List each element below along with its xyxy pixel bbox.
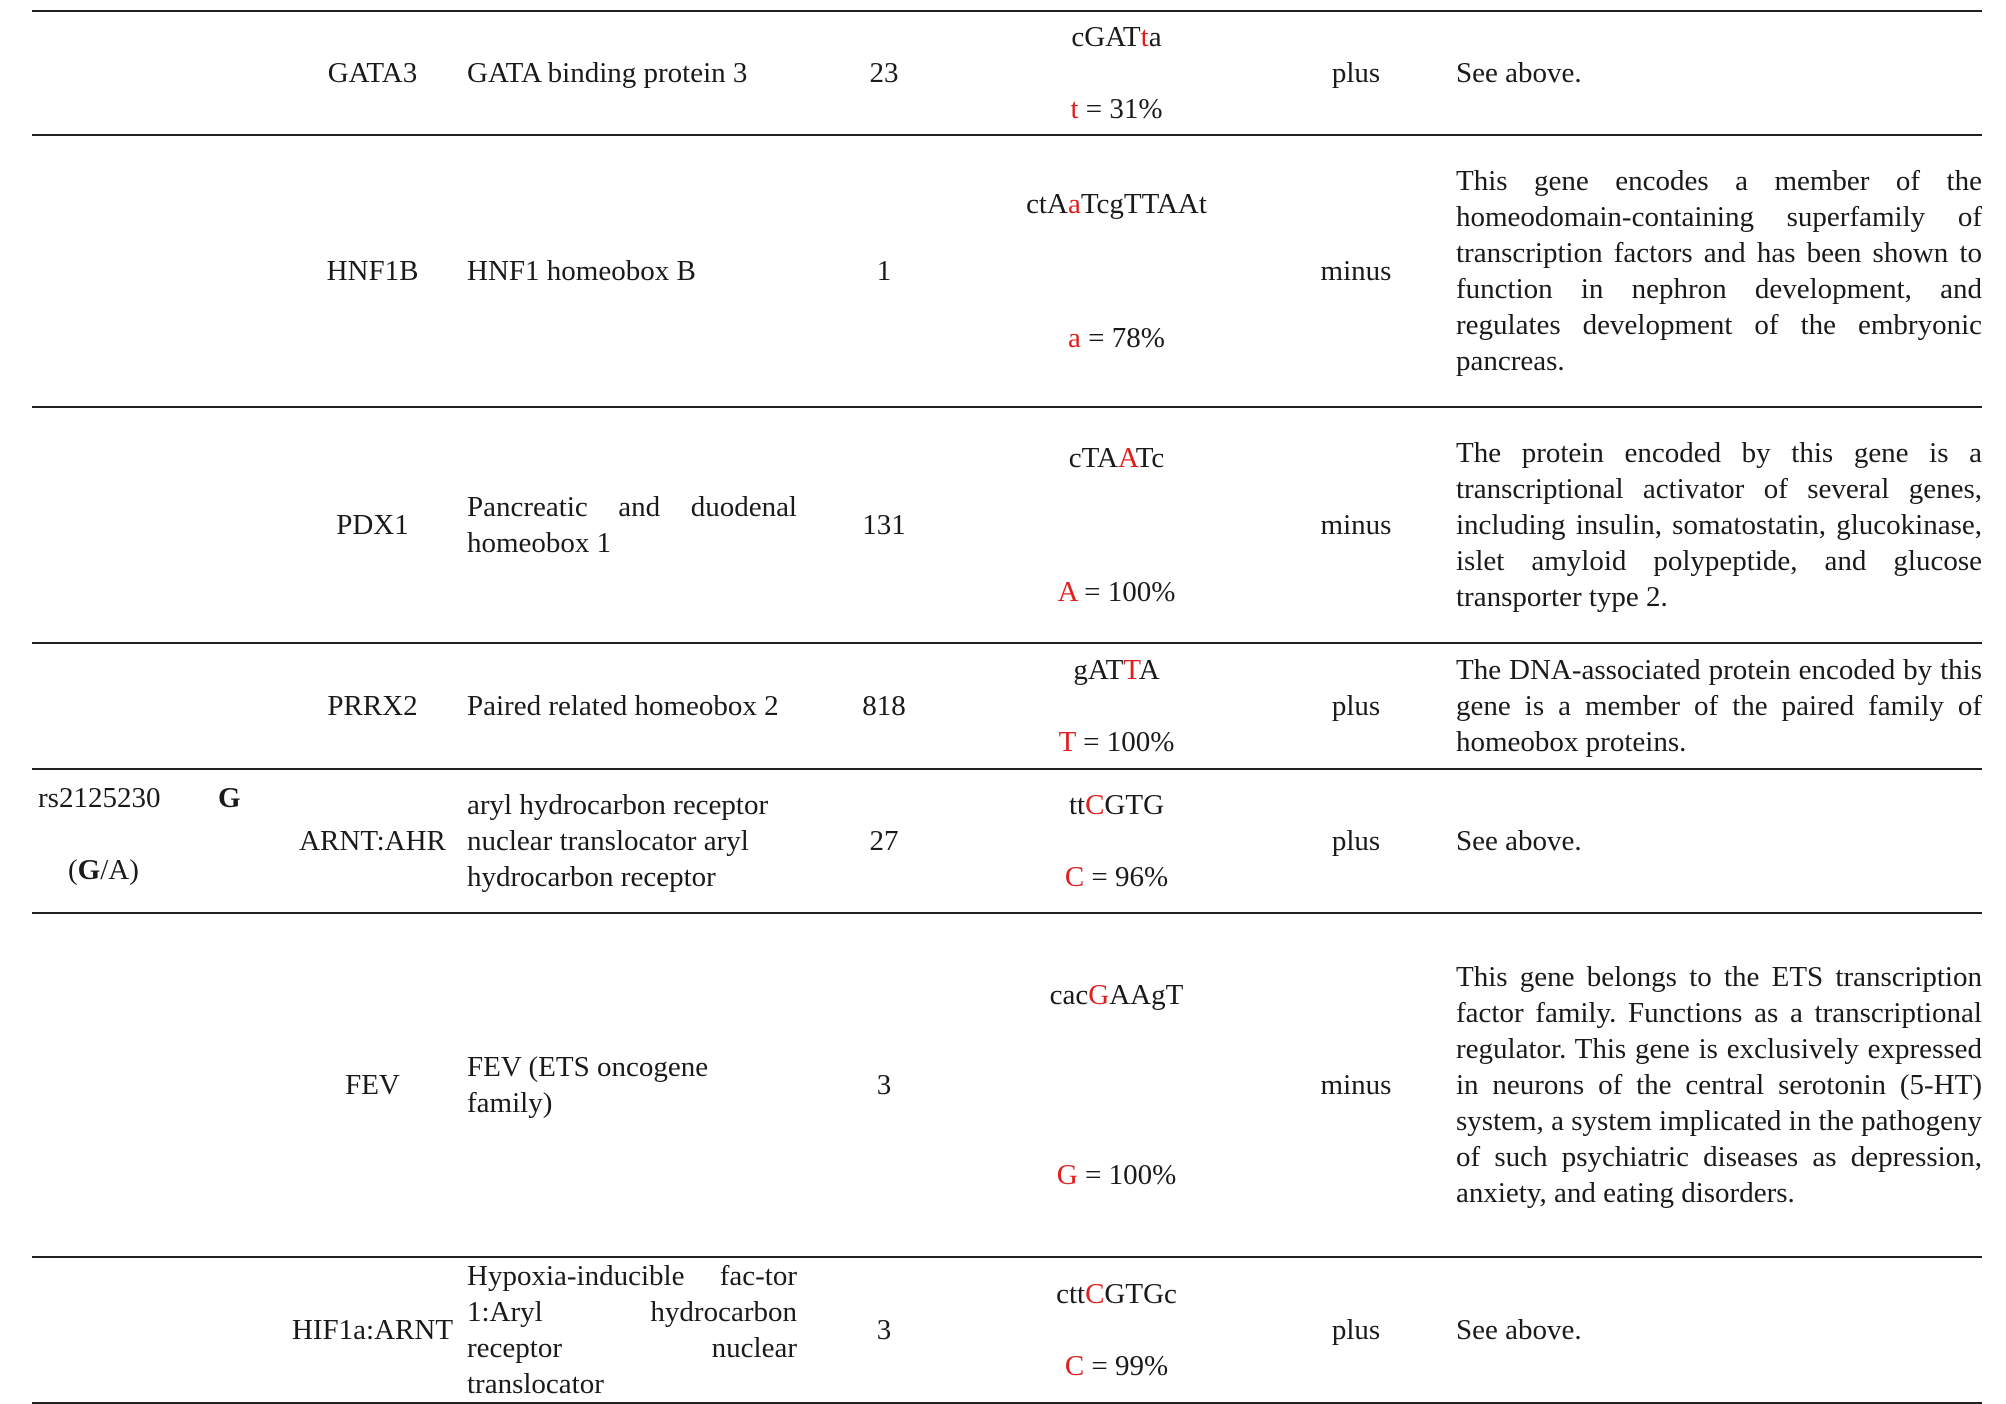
score: 23 xyxy=(869,57,899,89)
strand: plus xyxy=(1331,690,1381,722)
gene-symbol: FEV xyxy=(345,1069,400,1101)
gene-symbol: HIF1a:ARNT xyxy=(291,1314,454,1346)
snp-cell xyxy=(32,407,284,643)
base-frequency: C = 99% xyxy=(1064,1350,1169,1382)
strand: minus xyxy=(1320,255,1392,287)
snp-cell xyxy=(32,135,284,407)
gene-symbol: ARNT:AHR xyxy=(299,825,446,857)
sequence: ttCGTG xyxy=(1068,789,1165,821)
strand: plus xyxy=(1331,57,1381,89)
snp-cell xyxy=(32,643,284,769)
sequence-cell xyxy=(965,1257,1268,1403)
snp-cell xyxy=(32,1257,284,1403)
snp-cell xyxy=(32,769,284,913)
table-row xyxy=(32,913,1982,1257)
sequence: gATTA xyxy=(1073,654,1160,686)
table-row xyxy=(32,11,1982,135)
description: This gene encodes a member of the homeodomain-containing superfamily of transcription factors and has been shown to function in nephron development, and regulates development of the embryonic pancreas. xyxy=(1456,165,1982,377)
score: 818 xyxy=(862,690,906,722)
base-frequency: G = 100% xyxy=(1056,1159,1177,1191)
score: 1 xyxy=(876,255,892,287)
sequence: cTAATc xyxy=(1068,442,1165,474)
sequence-cell xyxy=(965,135,1268,407)
snp-cell xyxy=(32,11,284,135)
base-frequency: A = 100% xyxy=(1057,576,1176,608)
gene-name: FEV (ETS oncogene family) xyxy=(467,1051,709,1119)
description: The DNA-associated protein encoded by this gene is a member of the paired family of homeobox proteins. xyxy=(1456,654,1982,758)
table-row xyxy=(32,1257,1982,1403)
description: See above. xyxy=(1456,1314,1582,1346)
strand: minus xyxy=(1320,1069,1392,1101)
base-frequency: C = 96% xyxy=(1064,861,1169,893)
gene-symbol: PDX1 xyxy=(336,509,409,541)
snp-id: rs2125230 xyxy=(38,782,161,814)
table-row xyxy=(32,407,1982,643)
sequence-cell xyxy=(965,407,1268,643)
strand: minus xyxy=(1320,509,1392,541)
description: See above. xyxy=(1456,57,1582,89)
table-row xyxy=(32,135,1982,407)
strand: plus xyxy=(1331,825,1381,857)
gene-symbol: GATA3 xyxy=(327,57,418,89)
gene-name: aryl hydrocarbon receptor nuclear translocator aryl hydrocarbon receptor xyxy=(467,789,769,893)
sequence: ctAaTcgTTAAt xyxy=(1026,188,1207,220)
strand: plus xyxy=(1331,1314,1381,1346)
gene-name: HNF1 homeobox B xyxy=(467,255,696,287)
gene-name: GATA binding protein 3 xyxy=(467,57,748,89)
description: See above. xyxy=(1456,825,1582,857)
gene-symbol: PRRX2 xyxy=(327,690,418,722)
sequence: cttCGTGc xyxy=(1056,1278,1177,1310)
gene-symbol: HNF1B xyxy=(326,255,419,287)
score: 3 xyxy=(876,1069,892,1101)
snp-alleles: (G/A) xyxy=(68,854,139,886)
base-frequency: a = 78% xyxy=(1068,322,1165,354)
description: The protein encoded by this gene is a transcriptional activator of several genes, including insulin, somatostatin, glucokinase, islet amyloid polypeptide, and glucose transporter type 2. xyxy=(1456,437,1982,613)
table-row xyxy=(32,769,1982,913)
base-frequency: t = 31% xyxy=(1070,93,1163,125)
gene-name: Pancreatic and duodenal homeobox 1 xyxy=(467,491,797,559)
gene-name: Paired related homeobox 2 xyxy=(467,690,779,722)
score: 131 xyxy=(862,509,906,541)
snp-cell xyxy=(32,913,284,1257)
sequence: cacGAAgT xyxy=(1049,979,1184,1011)
snp-allele: G xyxy=(218,782,241,814)
sequence: cGATta xyxy=(1071,21,1162,53)
sequence-cell xyxy=(965,11,1268,135)
sequence-cell xyxy=(965,643,1268,769)
sequence-cell xyxy=(965,913,1268,1257)
description: This gene belongs to the ETS transcription factor family. Functions as a transcriptional regulator. This gene is exclusively expressed in neurons of the central serotonin (5-HT) system, a system implicated in the pathogeny of such psychiatric diseases as depression, anxiety, and eating disorders. xyxy=(1456,961,1982,1209)
score: 3 xyxy=(876,1314,892,1346)
sequence-cell xyxy=(965,769,1268,913)
gene-name: Hypoxia-inducible fac-tor 1:Aryl hydrocarbon receptor nuclear translocator xyxy=(467,1260,797,1400)
base-frequency: T = 100% xyxy=(1058,726,1175,758)
tf-binding-table xyxy=(32,10,1982,1404)
score: 27 xyxy=(869,825,899,857)
table-row xyxy=(32,643,1982,769)
